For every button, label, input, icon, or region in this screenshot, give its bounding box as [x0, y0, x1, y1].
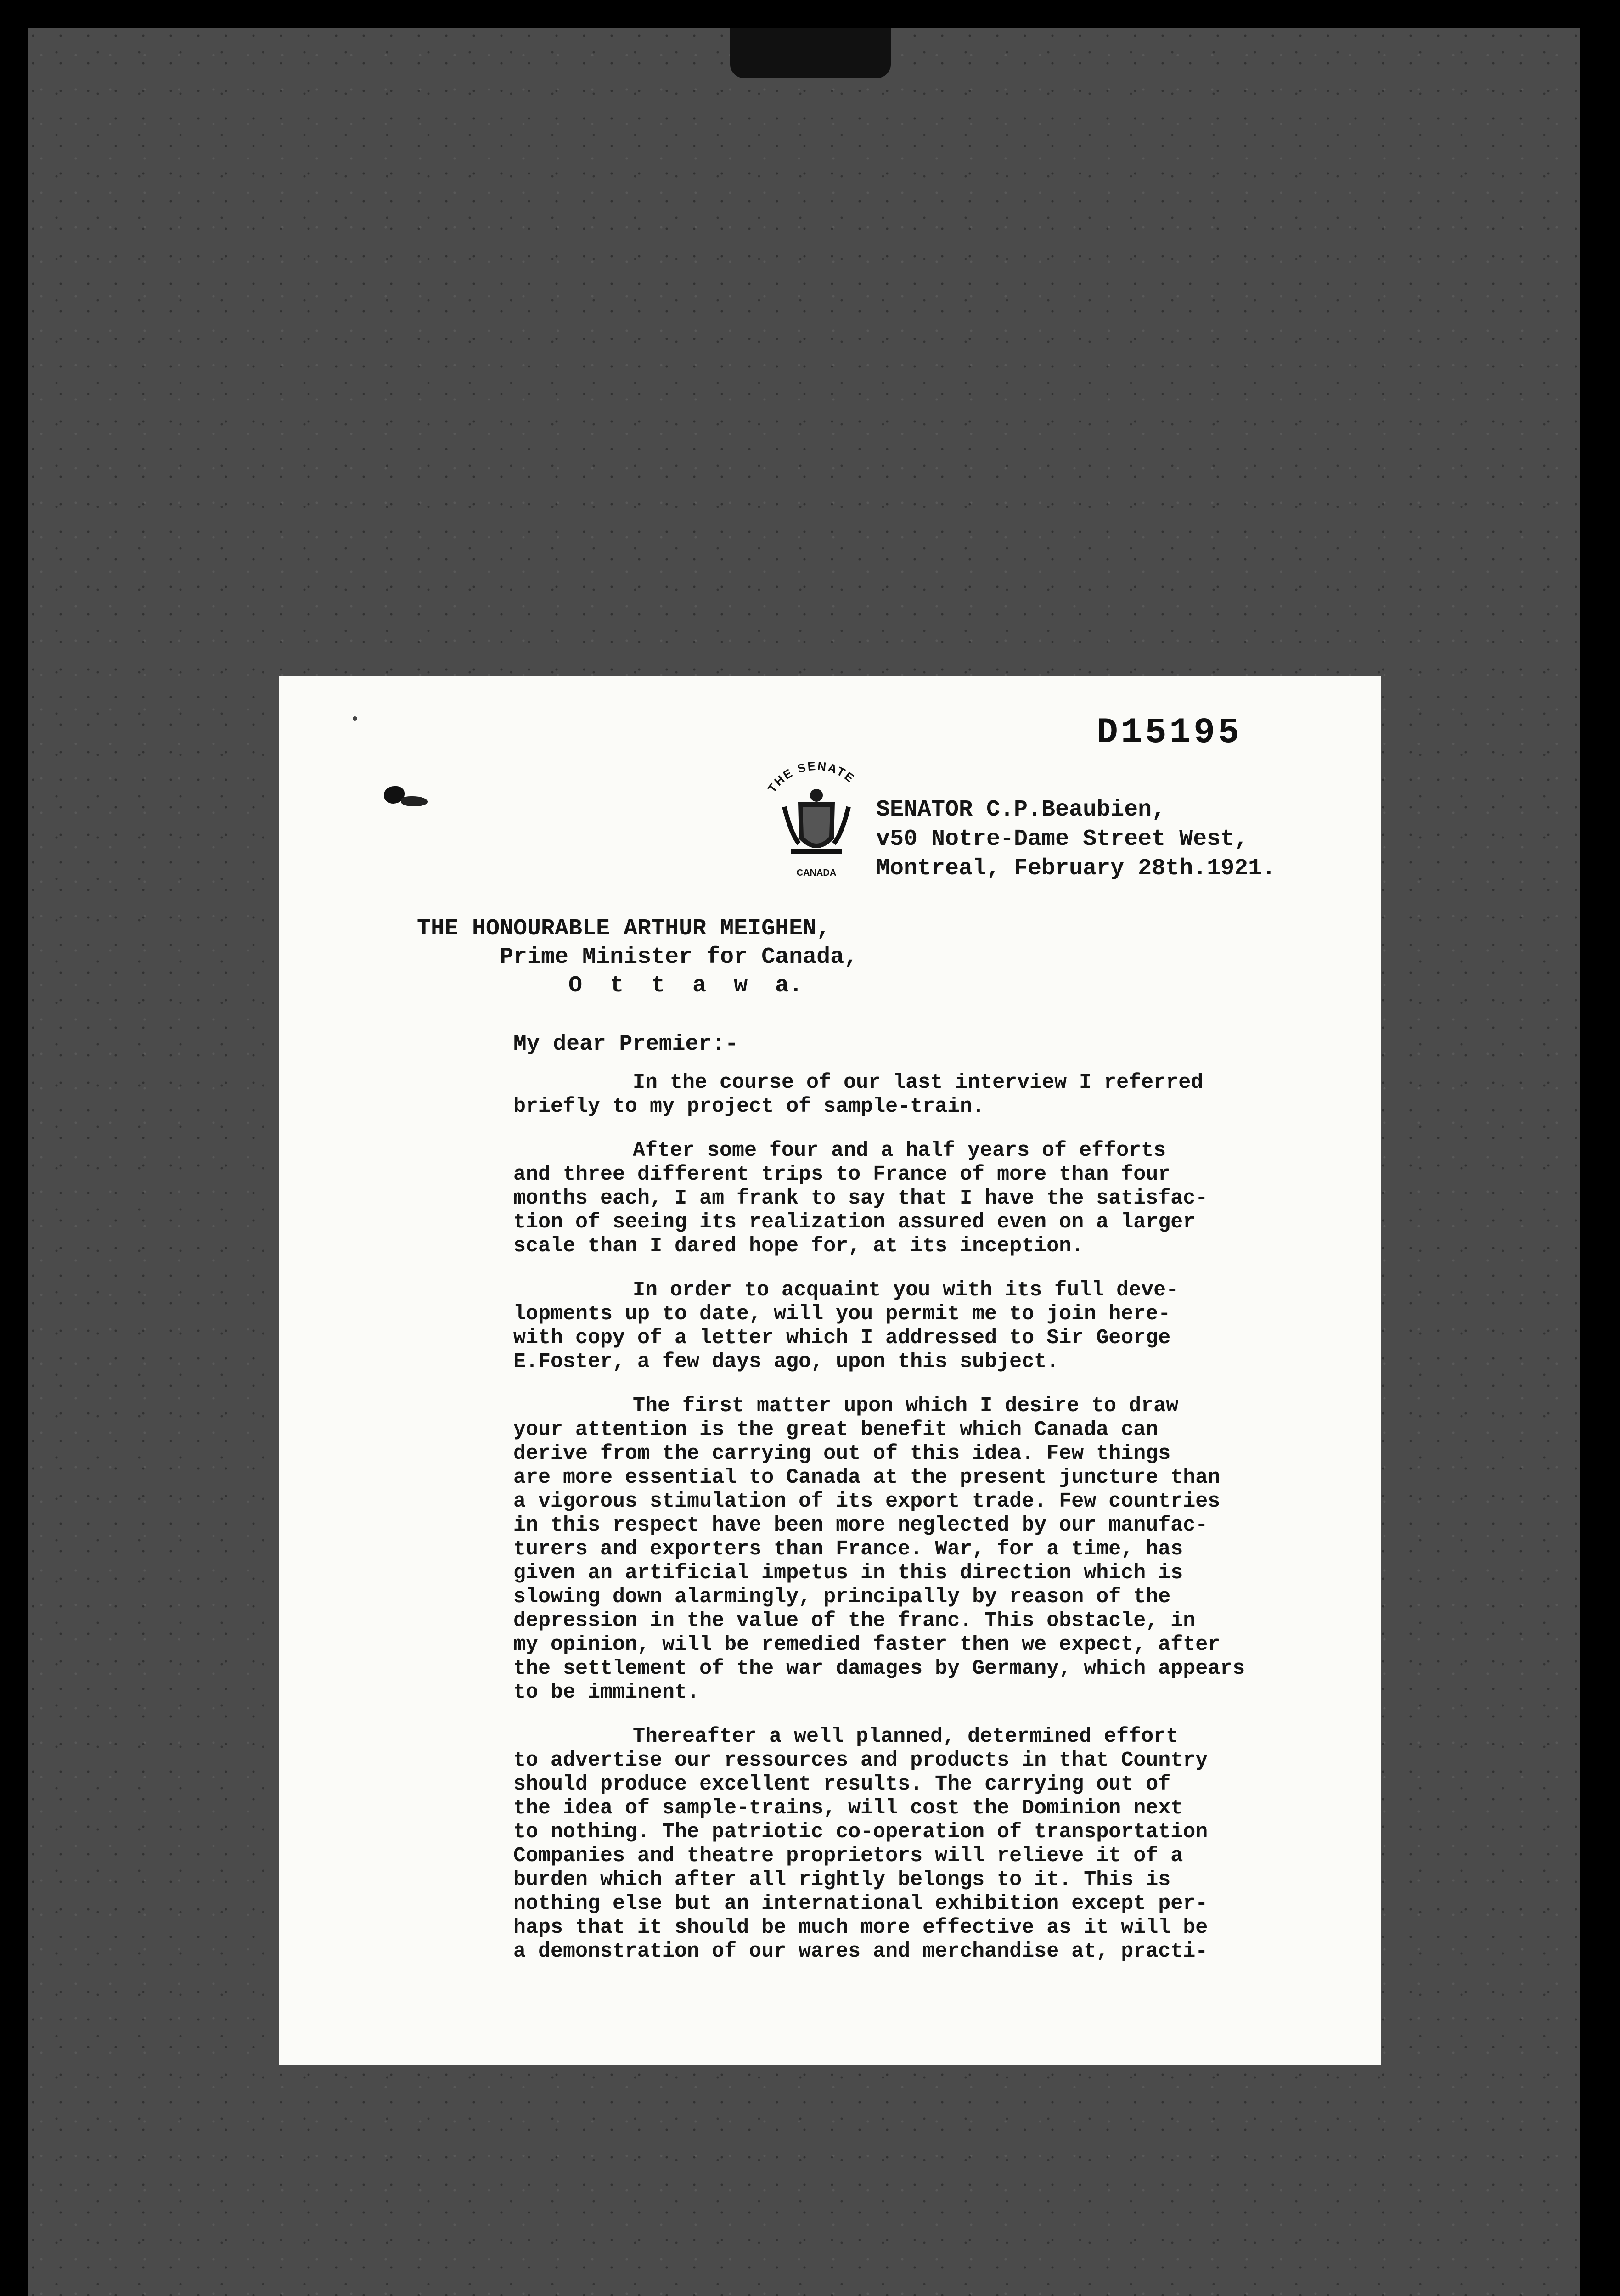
- paragraph-line: E.Foster, a few days ago, upon this subject.: [513, 1350, 1059, 1373]
- paragraph-line: to nothing. The patriotic co-operation of transportation: [513, 1820, 1208, 1844]
- paragraph-line: should produce excellent results. The carrying out of: [513, 1773, 1171, 1796]
- paragraph-line: the idea of sample-trains, will cost the Dominion next: [513, 1796, 1183, 1820]
- paragraph-line: haps that it should be much more effective as it will be: [513, 1916, 1208, 1939]
- paragraph-line: The first matter upon which I desire to draw: [633, 1394, 1179, 1418]
- paragraph-line: your attention is the great benefit which Canada can: [513, 1418, 1159, 1441]
- seal-top-text: THE SENATE: [765, 759, 858, 795]
- paragraph-line: a vigorous stimulation of its export trade. Few countries: [513, 1490, 1221, 1513]
- paragraph-line: to be imminent.: [513, 1681, 700, 1704]
- paragraph-line: scale than I dared hope for, at its inception.: [513, 1234, 1084, 1258]
- paragraph-line: given an artificial impetus in this direction which is: [513, 1561, 1183, 1585]
- paragraph-line: the settlement of the war damages by Germany, which appears: [513, 1657, 1245, 1680]
- paragraph-line: derive from the carrying out of this idea. Few things: [513, 1442, 1171, 1465]
- salutation: My dear Premier:-: [513, 1032, 738, 1057]
- paragraph-line: to advertise our ressources and products in that Country: [513, 1749, 1208, 1772]
- paragraph-line: months each, I am frank to say that I have the satisfac-: [513, 1187, 1208, 1210]
- seal-bottom-text: CANADA: [796, 868, 837, 878]
- paragraph-line: are more essential to Canada at the present juncture than: [513, 1466, 1221, 1489]
- sender-line: v50 Notre-Dame Street West,: [876, 826, 1249, 852]
- letter-body: [513, 1071, 1349, 1984]
- paragraph-line: depression in the value of the franc. This obstacle, in: [513, 1609, 1196, 1632]
- pin-hole: [353, 716, 357, 721]
- paragraph-line: a demonstration of our wares and merchandise at, practi-: [513, 1940, 1208, 1963]
- paragraph-line: Companies and theatre proprietors will relieve it of a: [513, 1844, 1183, 1868]
- recipient-line: O t t a w a.: [417, 973, 803, 999]
- paragraph-line: my opinion, will be remedied faster then we expect, after: [513, 1633, 1221, 1656]
- paragraph-line: briefly to my project of sample-train.: [513, 1095, 985, 1118]
- paragraph-line: turers and exporters than France. War, for a time, has: [513, 1537, 1183, 1561]
- letter-paragraph: [513, 1071, 1349, 1119]
- paragraph-line: and three different trips to France of more than four: [513, 1163, 1171, 1186]
- letter-paragraph: [513, 1278, 1349, 1374]
- paragraph-line: in this respect have been more neglected by our manufac-: [513, 1514, 1208, 1537]
- paragraph-line: In order to acquaint you with its full deve-: [633, 1278, 1179, 1302]
- paragraph-line: slowing down alarmingly, principally by reason of the: [513, 1585, 1171, 1609]
- paragraph-line: with copy of a letter which I addressed to Sir George: [513, 1326, 1171, 1350]
- sender-line: SENATOR C.P.Beaubien,: [876, 797, 1166, 823]
- paragraph-line: burden which after all rightly belongs to it. This is: [513, 1868, 1171, 1891]
- paragraph-line: After some four and a half years of efforts: [633, 1139, 1166, 1162]
- paragraph-line: lopments up to date, will you permit me to join here-: [513, 1302, 1171, 1326]
- svg-text:THE SENATE: [765, 759, 858, 795]
- microfilm-board: [28, 28, 1580, 2296]
- recipient-line: Prime Minister for Canada,: [417, 944, 858, 970]
- letter-paragraph: [513, 1394, 1349, 1705]
- board-clip: [730, 28, 891, 78]
- letter-paragraph: [513, 1139, 1349, 1258]
- paragraph-line: nothing else but an international exhibition except per-: [513, 1892, 1208, 1915]
- senate-seal-icon: [748, 752, 885, 889]
- paragraph-line: Thereafter a well planned, determined effort: [633, 1725, 1179, 1748]
- sender-address: [876, 795, 1276, 884]
- letter-page: [279, 676, 1381, 2065]
- letter-paragraph: [513, 1725, 1349, 1964]
- sender-line: Montreal, February 28th.1921.: [876, 855, 1276, 882]
- document-number: D15195: [1097, 713, 1242, 753]
- paragraph-line: tion of seeing its realization assured even on a larger: [513, 1210, 1196, 1234]
- paragraph-line: In the course of our last interview I referred: [633, 1071, 1204, 1094]
- recipient-address: [417, 915, 858, 1000]
- ink-smudge: [401, 796, 428, 806]
- recipient-line: THE HONOURABLE ARTHUR MEIGHEN,: [417, 916, 831, 942]
